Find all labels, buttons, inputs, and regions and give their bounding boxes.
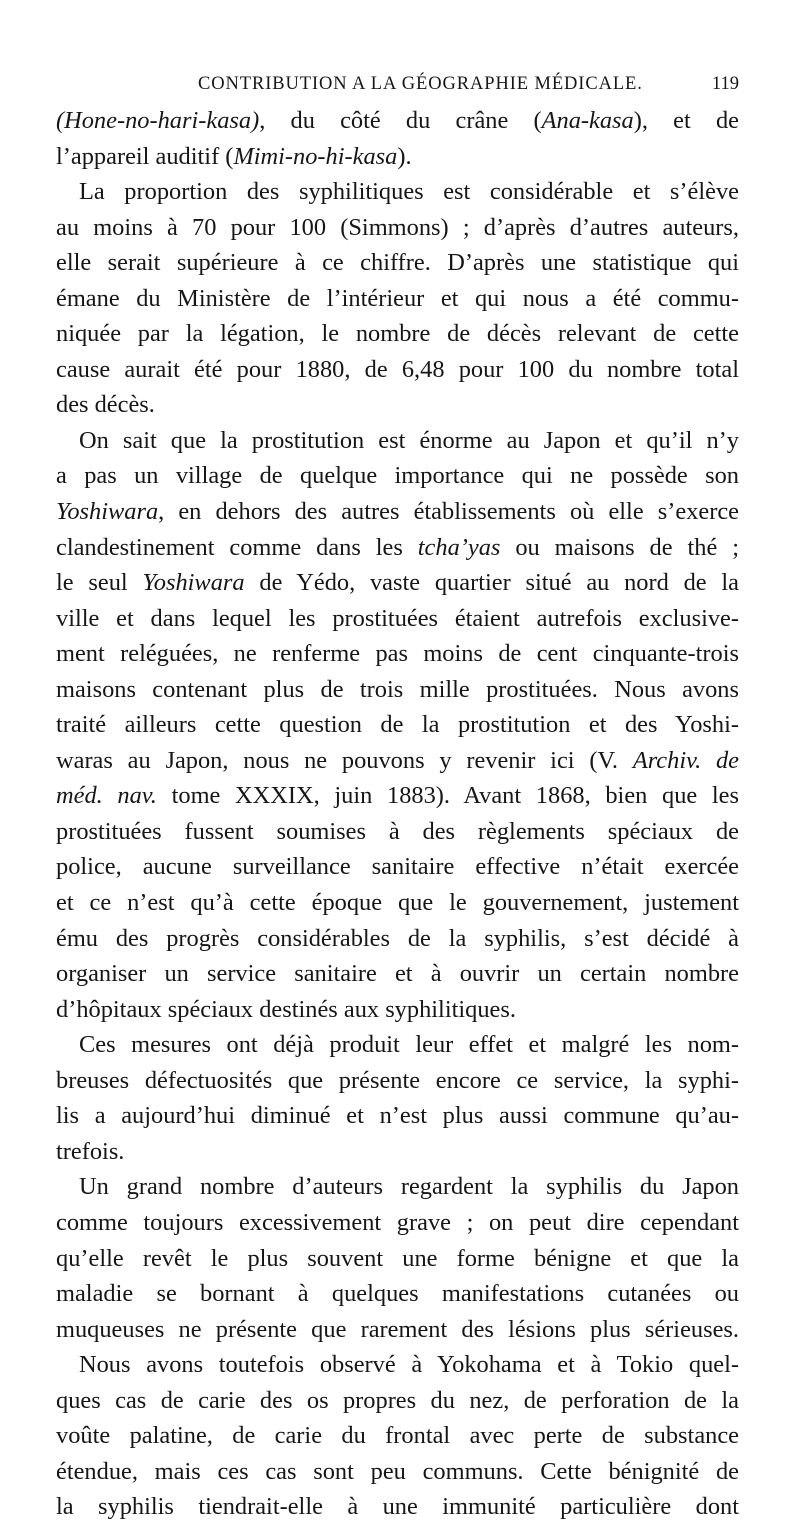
text-segment: trefois. <box>56 1137 125 1165</box>
text-line <box>56 530 739 566</box>
text-segment: Un grand nombre d’auteurs regardent la syphilis du Japon <box>79 1173 739 1201</box>
text-segment: Ces mesures ont déjà produit leur effet et malgré les nom- <box>79 1031 739 1059</box>
text-segment: ému des progrès considérables de la syphilis, s’est décidé à <box>56 924 739 952</box>
text-line <box>56 1027 739 1063</box>
text-segment: La proportion des syphilitiques est considérable et s’élève <box>79 178 739 206</box>
text-line <box>56 778 739 814</box>
text-segment: l’appareil auditif ( <box>56 142 234 170</box>
text-line <box>56 849 739 885</box>
text-line <box>56 956 739 992</box>
text-segment: des décès. <box>56 391 155 419</box>
text-line <box>56 743 739 779</box>
italic-text: (Hone-no-hari-kasa) <box>56 107 260 134</box>
running-title: CONTRIBUTION A LA GÉOGRAPHIE MÉDICALE. <box>198 74 643 94</box>
text-line <box>56 1489 739 1525</box>
text-segment: maisons contenant plus de trois mille prostituées. Nous avons <box>56 675 739 703</box>
text-segment: ou maisons de thé ; <box>500 533 739 561</box>
text-line <box>56 210 739 246</box>
text-segment: traité ailleurs cette question de la prostitution et des Yoshi- <box>56 711 739 739</box>
text-line <box>56 352 739 388</box>
text-segment: , du côté du crâne ( <box>259 107 542 134</box>
text-segment: qu’elle revêt le plus souvent une forme bénigne et que la <box>56 1244 739 1272</box>
text-line <box>56 992 739 1028</box>
text-segment: ). <box>397 142 412 170</box>
text-line <box>56 1205 739 1241</box>
text-line <box>56 1063 739 1099</box>
text-segment: ville et dans lequel les prostituées étaient autrefois exclusive- <box>56 604 739 632</box>
text-segment: étendue, mais ces cas sont peu communs. Cette bénignité de <box>56 1457 739 1485</box>
text-segment: niquée par la légation, le nombre de décès relevant de cette <box>56 320 739 348</box>
text-line <box>56 1134 739 1170</box>
text-segment: organiser un service sanitaire et à ouvrir un certain nombre <box>56 960 739 988</box>
text-line <box>56 245 739 281</box>
text-line <box>56 1454 739 1490</box>
text-line <box>56 1347 739 1383</box>
italic-text: Yoshiwara <box>142 569 245 597</box>
text-line <box>56 494 739 530</box>
text-segment: prostituées fussent soumises à des règlements spéciaux de <box>56 817 739 845</box>
text-line <box>56 281 739 317</box>
text-line <box>56 103 739 139</box>
text-segment: On sait que la prostitution est énorme au Japon et qu’il n’y <box>79 426 739 454</box>
text-line <box>56 921 739 957</box>
text-segment: de Yédo, vaste quartier situé au nord de la <box>244 569 739 597</box>
text-line <box>56 1418 739 1454</box>
text-segment: breuses défectuosités que présente encore ce service, la syphi- <box>56 1066 739 1094</box>
text-segment: waras au Japon, nous ne pouvons y revenir ici (V. <box>56 746 633 774</box>
text-segment: elle serait supérieure à ce chiffre. D’après une statistique qui <box>56 249 739 277</box>
italic-text: méd. nav. <box>56 782 157 810</box>
text-segment: muqueuses ne présente que rarement des lésions plus sérieuses. <box>56 1315 739 1343</box>
text-segment: émane du Ministère de l’intérieur et qui nous a été commu- <box>56 284 739 312</box>
text-line <box>56 565 739 601</box>
text-line <box>56 885 739 921</box>
text-segment: , en dehors des autres établissements où elle s’exerce <box>158 498 739 526</box>
text-segment: clandestinement comme dans les <box>56 533 418 561</box>
text-line <box>56 636 739 672</box>
text-segment: d’hôpitaux spéciaux destinés aux syphilitiques. <box>56 995 516 1023</box>
text-segment: police, aucune surveillance sanitaire effective n’était exercée <box>56 853 739 881</box>
text-line <box>56 1276 739 1312</box>
text-line <box>56 1312 739 1348</box>
text-segment: ment reléguées, ne renferme pas moins de cent cinquante-trois <box>56 640 739 668</box>
text-line <box>56 458 739 494</box>
text-line <box>56 174 739 210</box>
running-head <box>56 74 739 100</box>
text-segment: lis a aujourd’hui diminué et n’est plus aussi commune qu’au- <box>56 1102 739 1130</box>
italic-text: tcha’yas <box>417 533 501 561</box>
text-line <box>56 316 739 352</box>
page-number: 119 <box>711 74 739 94</box>
text-line <box>56 814 739 850</box>
italic-text: Yoshiwara <box>56 498 159 526</box>
text-segment: le seul <box>56 569 143 597</box>
text-segment: la syphilis tiendrait-elle à une immunité particulière dont <box>56 1493 739 1521</box>
text-line <box>56 139 739 175</box>
text-segment: ), et de <box>633 107 739 134</box>
text-segment: tome XXXIX, juin 1883). Avant 1868, bien que les <box>156 782 739 810</box>
italic-text: Ana-kasa <box>541 107 634 134</box>
body-text <box>56 103 739 1525</box>
text-segment: Nous avons toutefois observé à Yokohama et à Tokio quel- <box>79 1351 739 1379</box>
text-line <box>56 387 739 423</box>
text-segment: ques cas de carie des os propres du nez, de perforation de la <box>56 1386 739 1414</box>
text-segment: a pas un village de quelque importance qui ne possède son <box>56 462 739 490</box>
text-line <box>56 1169 739 1205</box>
text-segment: maladie se bornant à quelques manifestations cutanées ou <box>56 1280 739 1308</box>
text-line <box>56 672 739 708</box>
text-segment: voûte palatine, de carie du frontal avec perte de substance <box>56 1422 739 1450</box>
text-segment: au moins à 70 pour 100 (Simmons) ; d’après d’autres auteurs, <box>56 213 739 241</box>
text-segment: comme toujours excessivement grave ; on peut dire cependant <box>56 1208 739 1236</box>
text-line <box>56 707 739 743</box>
text-line <box>56 601 739 637</box>
text-line <box>56 1098 739 1134</box>
italic-text: Mimi-no-hi-kasa <box>233 142 398 170</box>
text-line <box>56 1383 739 1419</box>
text-segment: et ce n’est qu’à cette époque que le gouvernement, justement <box>56 889 739 917</box>
text-segment: cause aurait été pour 1880, de 6,48 pour 100 du nombre total <box>56 355 739 383</box>
italic-text: Archiv. de <box>632 746 739 774</box>
text-line <box>56 423 739 459</box>
text-line <box>56 1241 739 1277</box>
